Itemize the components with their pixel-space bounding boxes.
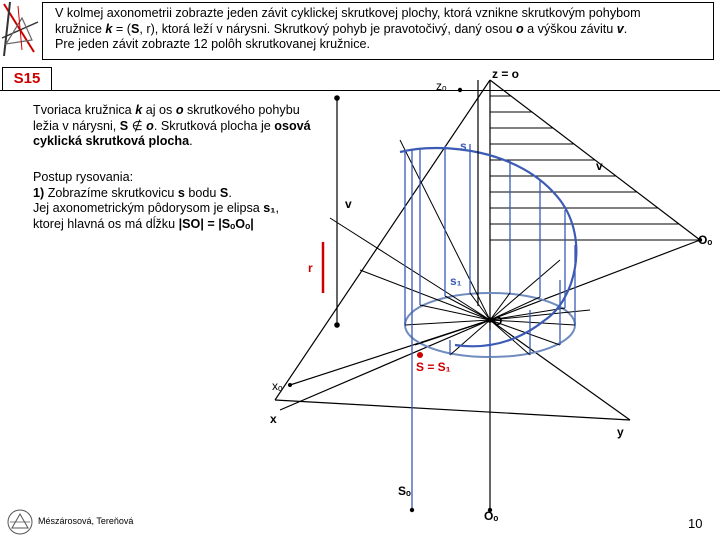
label-x: x bbox=[270, 412, 277, 426]
point-zo bbox=[458, 88, 462, 92]
point-O bbox=[487, 317, 493, 323]
label-y: y bbox=[617, 425, 624, 439]
label-O-o-bottom: Oₒ bbox=[484, 509, 499, 523]
step-1-line-1: 1) Zobrazíme skrutkovicu s bodu S. bbox=[33, 185, 232, 200]
label-O: O bbox=[493, 314, 503, 328]
dimension-v-left bbox=[335, 96, 339, 327]
task-line-3: Pre jeden závit zobrazte 12 polôh skrutkovanej kružnice. bbox=[55, 37, 371, 51]
slide-id-badge: S15 bbox=[2, 67, 52, 91]
label-z-eq-o: z = o bbox=[492, 67, 520, 81]
ruling-lines bbox=[330, 140, 590, 357]
point-x-o bbox=[288, 383, 292, 387]
label-v-right: v bbox=[596, 159, 603, 173]
point-S-marker bbox=[417, 352, 423, 358]
axonometric-triangle bbox=[275, 80, 700, 510]
footer-logo-icon bbox=[6, 508, 34, 536]
label-S-eq-S1: S = S₁ bbox=[416, 360, 451, 374]
task-line-1: V kolmej axonometrii zobrazte jeden závit cyklickej skrutkovej plochy, ktorá vznikne skrutkovým pohybom bbox=[55, 6, 641, 20]
label-O-o: Oₒ bbox=[698, 233, 713, 247]
steps-title: Postup rysovania: bbox=[33, 170, 134, 184]
label-helix-s: s bbox=[460, 139, 467, 153]
authors: Mészárosová, Tereňová bbox=[38, 516, 134, 526]
label-s1: s₁ bbox=[450, 274, 462, 288]
step-1-line-3: ktorej hlavná os má dĺžku |SO| = |SₒOₒ| bbox=[33, 216, 254, 231]
step-1-line-2: Jej axonometrickým pôdorysom je elipsa s₁, bbox=[33, 201, 279, 216]
construction-steps bbox=[33, 170, 333, 232]
point-S-o bbox=[410, 508, 414, 512]
task-line-2: kružnice k = (S, r), ktorá leží v nárysni. Skrutkový pohyb je pravotočivý, daný osou o a výškou závitu v. bbox=[55, 21, 628, 36]
label-v-left: v bbox=[345, 197, 352, 211]
label-z-o: zₒ bbox=[436, 79, 447, 93]
label-r: r bbox=[308, 261, 313, 275]
description-text: Tvoriaca kružnica k aj os o skrutkového pohybu ležia v nárysni, S ∉ o. Skrutková plocha je osová cyklická skrutková plocha. bbox=[33, 103, 311, 149]
page-number: 10 bbox=[688, 516, 703, 531]
label-x-o: xₒ bbox=[272, 379, 283, 393]
label-S-o: Sₒ bbox=[398, 484, 411, 498]
